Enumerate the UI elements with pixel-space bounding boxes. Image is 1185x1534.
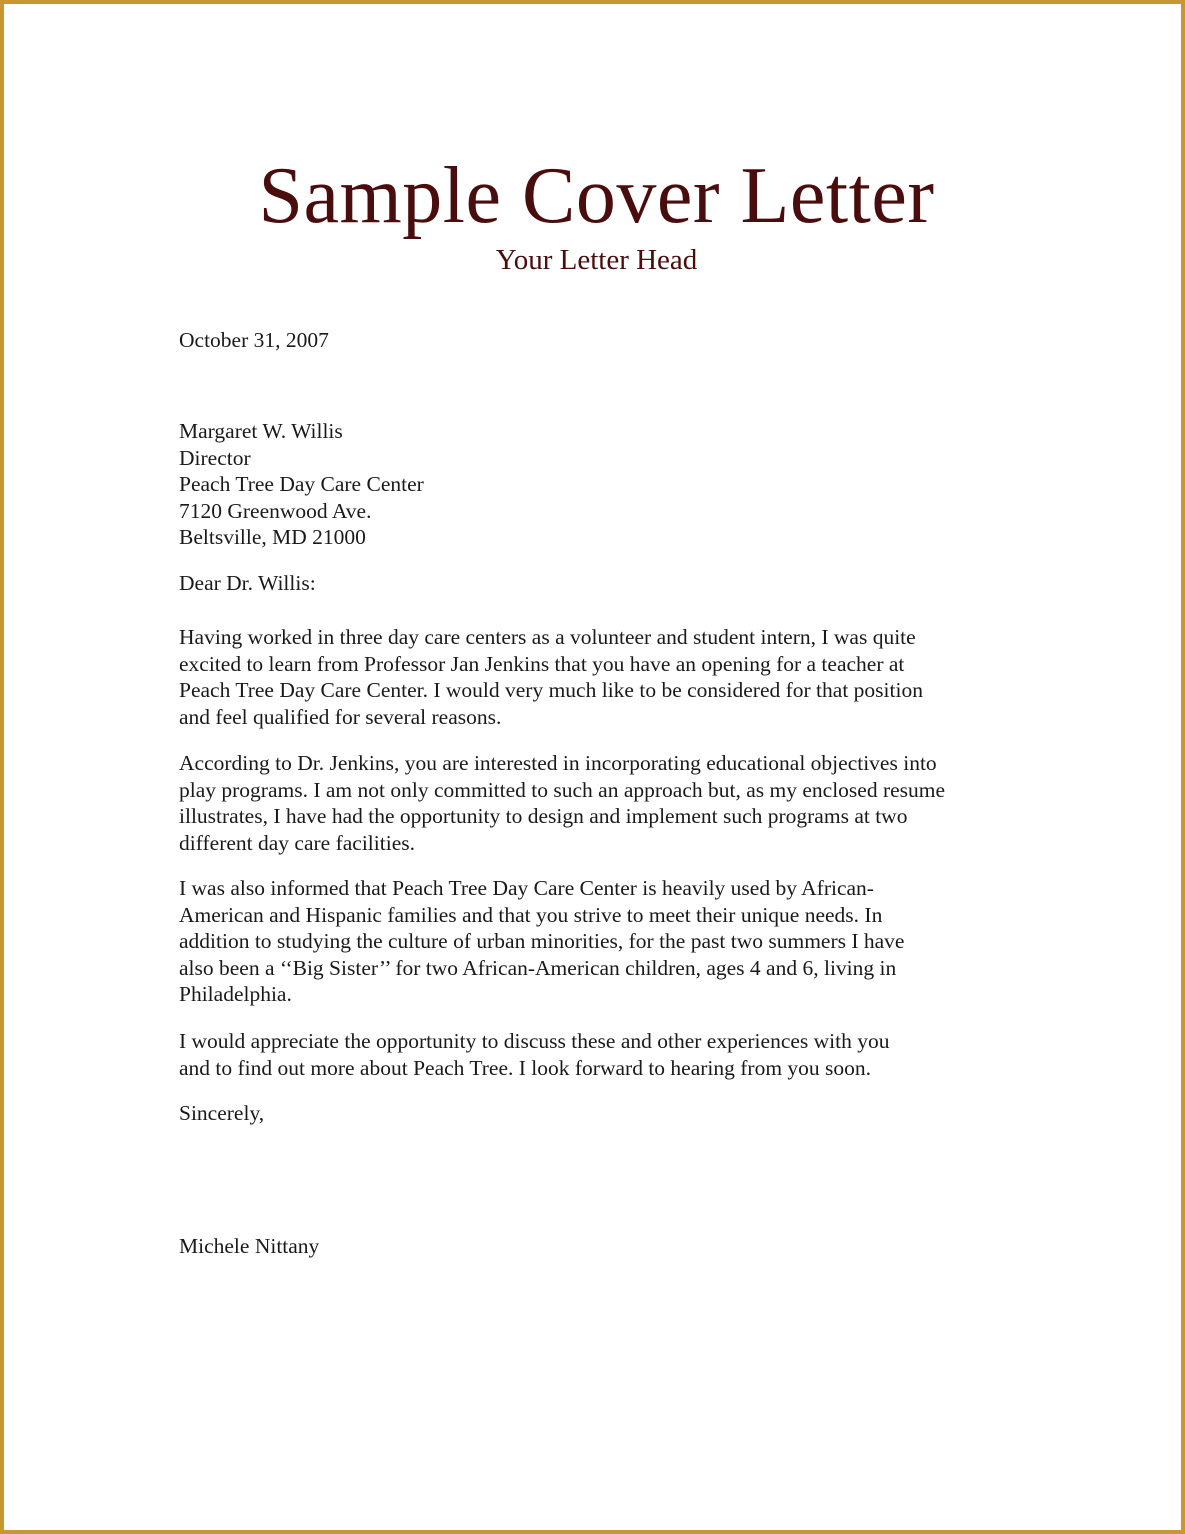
letter-date: October 31, 2007 xyxy=(179,328,329,352)
signature-name: Michele Nittany xyxy=(179,1234,320,1258)
paragraph-line: addition to studying the culture of urban minorities, for the past two summers I have xyxy=(179,929,905,953)
paragraph-line: and to find out more about Peach Tree. I look forward to hearing from you soon. xyxy=(179,1055,872,1080)
body-paragraph-2 xyxy=(179,750,1019,856)
paragraph-line: different day care facilities. xyxy=(179,830,415,855)
letter-head-subtitle: Your Letter Head xyxy=(495,244,698,276)
paragraph-line: excited to learn from Professor Jan Jenkins that you have an opening for a teacher at xyxy=(179,651,905,676)
paragraph-line: Having worked in three day care centers as a volunteer and student intern, I was quite xyxy=(179,625,916,649)
paragraph-line: illustrates, I have had the opportunity to design and implement such programs at two xyxy=(179,804,908,828)
recipient-city-state: Beltsville, MD 21000 xyxy=(179,525,366,549)
body-paragraph-3 xyxy=(179,875,1019,1008)
paragraph-line: American and Hispanic families and that you strive to meet their unique needs. In xyxy=(179,902,883,927)
letter-closing: Sincerely, xyxy=(179,1101,265,1125)
paragraph-line: I would appreciate the opportunity to discuss these and other experiences with you xyxy=(179,1029,890,1053)
salutation: Dear Dr. Willis: xyxy=(179,571,316,595)
paragraph-line: Peach Tree Day Care Center. I would very much like to be considered for that position xyxy=(179,678,923,702)
body-paragraph-4 xyxy=(179,1028,1019,1081)
recipient-organization: Peach Tree Day Care Center xyxy=(179,472,424,496)
letter-title: Sample Cover Letter xyxy=(258,152,935,240)
recipient-title: Director xyxy=(179,445,251,470)
recipient-name: Margaret W. Willis xyxy=(179,419,343,443)
body-paragraph-1 xyxy=(179,624,1019,730)
recipient-address-block xyxy=(179,418,1019,551)
paragraph-line: play programs. I am not only committed to such an approach but, as my enclosed resume xyxy=(179,777,946,802)
paragraph-line: and feel qualified for several reasons. xyxy=(179,704,502,729)
paragraph-line: According to Dr. Jenkins, you are interested in incorporating educational objectives into xyxy=(179,751,937,775)
paragraph-line: also been a ‘‘Big Sister’’ for two African-American children, ages 4 and 6, living in xyxy=(179,955,897,980)
paragraph-line: I was also informed that Peach Tree Day Care Center is heavily used by African- xyxy=(179,876,874,900)
paragraph-line: Philadelphia. xyxy=(179,982,292,1006)
recipient-street: 7120 Greenwood Ave. xyxy=(179,498,372,523)
cover-letter-document xyxy=(4,4,1181,1530)
